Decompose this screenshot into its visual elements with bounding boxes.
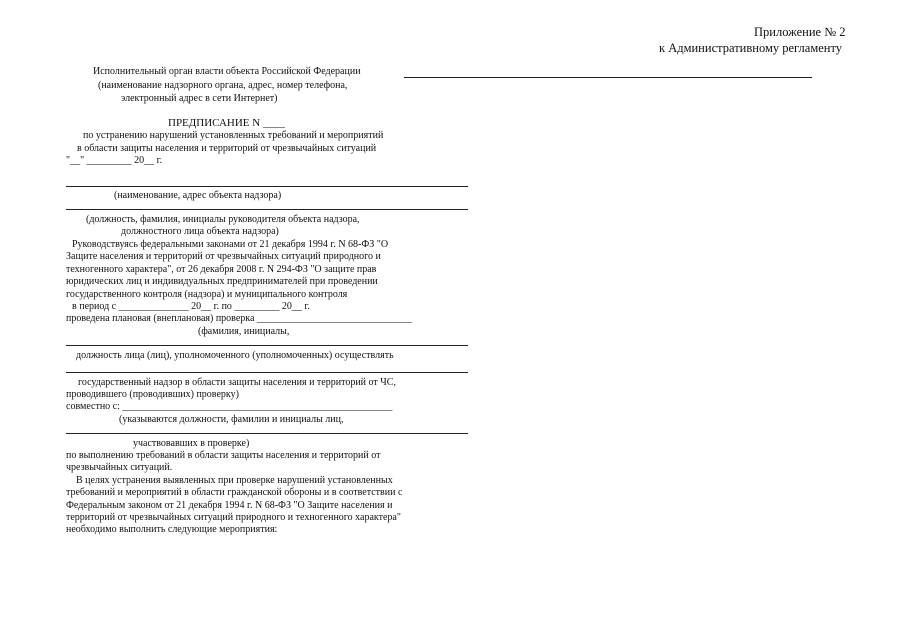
inspector-line2 [66,372,468,373]
jointly-with: совместно с: ______________________________________________________ [66,401,393,412]
authority-line3: электронный адрес в сети Интернет) [121,93,278,104]
authority-fill-line [404,77,812,78]
inspector-line1 [66,345,468,346]
head-line [66,209,468,210]
appendix-subtitle: к Административному регламенту [659,41,843,55]
p1-line3: техногенного характера", от 26 декабря 2008 г. N 294-ФЗ "О защите прав [66,264,377,275]
p3-line4: территорий от чрезвычайных ситуаций природного и техногенного характера" [66,512,401,523]
participants-line [66,433,468,434]
inspector-caption2: должность лица (лиц), уполномоченного (уполномоченных) осуществлять [76,350,394,361]
authority-line2: (наименование надзорного органа, адрес, номер телефона, [98,80,348,91]
p1-line6-period: в период с ______________ 20__ г. по _________ 20__ г. [72,301,310,312]
p3-line5: необходимо выполнить следующие мероприятия: [66,524,278,535]
p1-line7-inspection: проведена плановая (внеплановая) проверка _______________________________ [66,313,412,324]
head-caption2: должностного лица объекта надзора) [121,226,279,237]
p2-line1: по выполнению требований в области защиты населения и территорий от [66,450,381,461]
p1-line4: юридических лиц и индивидуальных предпринимателей при проведении [66,276,378,287]
appendix-number: Приложение № 2 [754,25,846,39]
object-name-caption: (наименование, адрес объекта надзора) [114,190,282,201]
participants-caption1: (указываются должности, фамилии и инициалы лиц, [119,414,344,425]
participants-caption2: участвовавших в проверке) [133,438,250,449]
object-name-line [66,186,468,187]
p1-line5: государственного контроля (надзора) и муниципального контроля [66,289,348,300]
inspector-caption3: государственный надзор в области защиты населения и территорий от ЧС, [78,377,396,388]
document-date: "__" _________ 20__ г. [66,155,163,166]
p3-line1: В целях устранения выявленных при проверке нарушений установленных [76,475,393,486]
head-caption1: (должность, фамилия, инициалы руководителя объекта надзора, [86,214,360,225]
p3-line3: Федеральным законом от 21 декабря 1994 г. N 68-ФЗ "О Защите населения и [66,500,393,511]
document-title: ПРЕДПИСАНИЕ N ____ [168,117,285,129]
p3-line2: требований и мероприятий в области гражданской обороны и в соответствии с [66,487,403,498]
p1-line2: Защите населения и территорий от чрезвычайных ситуаций природного и [66,251,381,262]
p2-line2: чрезвычайных ситуаций. [66,462,173,473]
inspector-caption1: (фамилия, инициалы, [198,326,290,337]
title-sub2: в области защиты населения и территорий от чрезвычайных ситуаций [77,143,377,154]
p1-line1: Руководствуясь федеральными законами от 21 декабря 1994 г. N 68-ФЗ "О [72,239,389,250]
inspector-caption4: проводившего (проводивших) проверку) [66,389,239,400]
authority-line1: Исполнительный орган власти объекта Российской Федерации [93,66,361,77]
title-sub1: по устранению нарушений установленных требований и мероприятий [83,130,384,141]
